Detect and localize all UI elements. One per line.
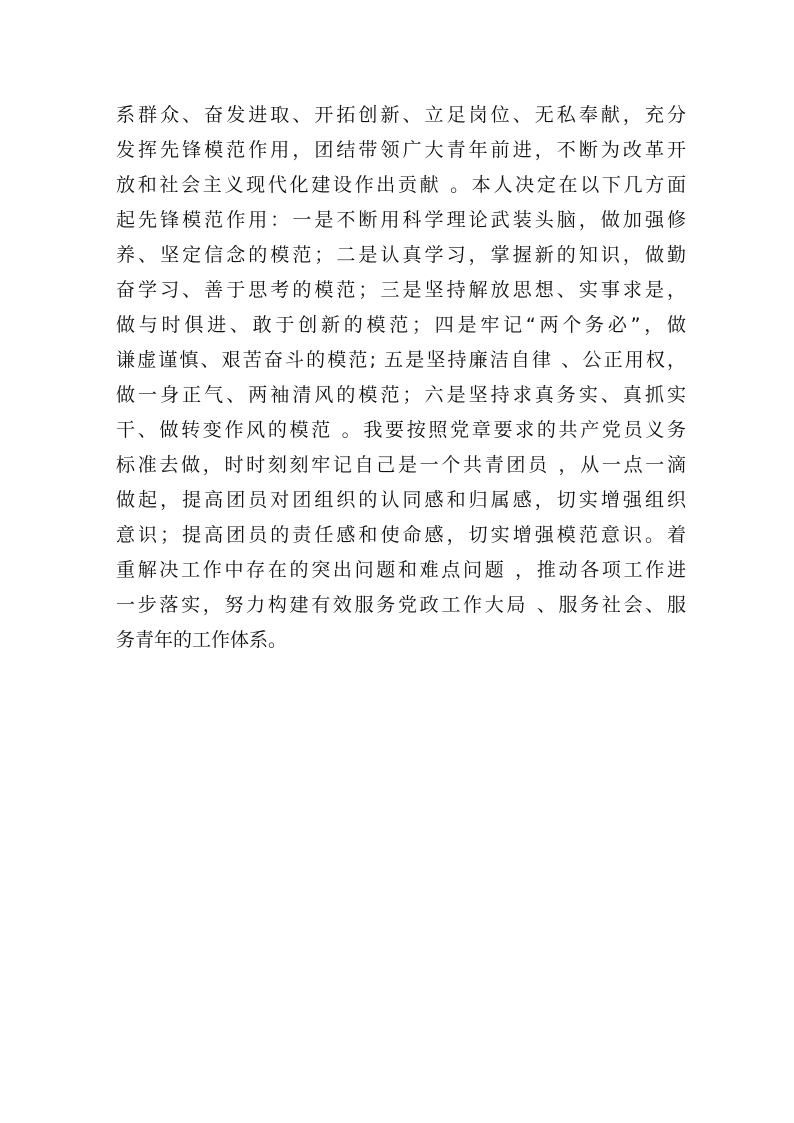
paragraph-line: 发挥先锋模范作用，团结带领广大青年前进，不断为改革开 (116, 139, 686, 161)
paragraph-line: 奋学习、善于思考的模范；三是坚持解放思想、实事求是， (116, 279, 686, 301)
paragraph-line: 标准去做，时时刻刻牢记自己是一个共青团员 ，从一点一滴 (116, 454, 686, 476)
paragraph-line-last: 务青年的工作体系。 (116, 629, 288, 651)
paragraph-line: 做与时俱进、敢于创新的模范；四是牢记“两个务必”，做 (116, 314, 686, 336)
paragraph-line: 养、坚定信念的模范；二是认真学习，掌握新的知识，做勤 (116, 244, 686, 266)
paragraph-line: 意识；提高团员的责任感和使命感，切实增强模范意识。着 (116, 524, 686, 546)
paragraph-line: 谦虚谨慎、艰苦奋斗的模范; 五是坚持廉洁自律 、公正用权， (116, 349, 686, 371)
paragraph-line: 放和社会主义现代化建设作出贡献 。本人决定在以下几方面 (116, 174, 686, 196)
body-paragraph (116, 98, 686, 658)
paragraph-line: 起先锋模范作用：一是不断用科学理论武装头脑，做加强修 (116, 209, 686, 231)
paragraph-line: 干、做转变作风的模范 。我要按照党章要求的共产党员义务 (116, 419, 686, 441)
paragraph-line: 做一身正气、两袖清风的模范；六是坚持求真务实、真抓实 (116, 384, 686, 406)
paragraph-line: 一步落实，努力构建有效服务党政工作大局 、服务社会、服 (116, 594, 686, 616)
paragraph-line: 做起，提高团员对团组织的认同感和归属感，切实增强组织 (116, 489, 686, 511)
paragraph-line: 重解决工作中存在的突出问题和难点问题 ，推动各项工作进 (116, 559, 686, 581)
paragraph-line: 系群众、奋发进取、开拓创新、立足岗位、无私奉献，充分 (116, 104, 686, 126)
